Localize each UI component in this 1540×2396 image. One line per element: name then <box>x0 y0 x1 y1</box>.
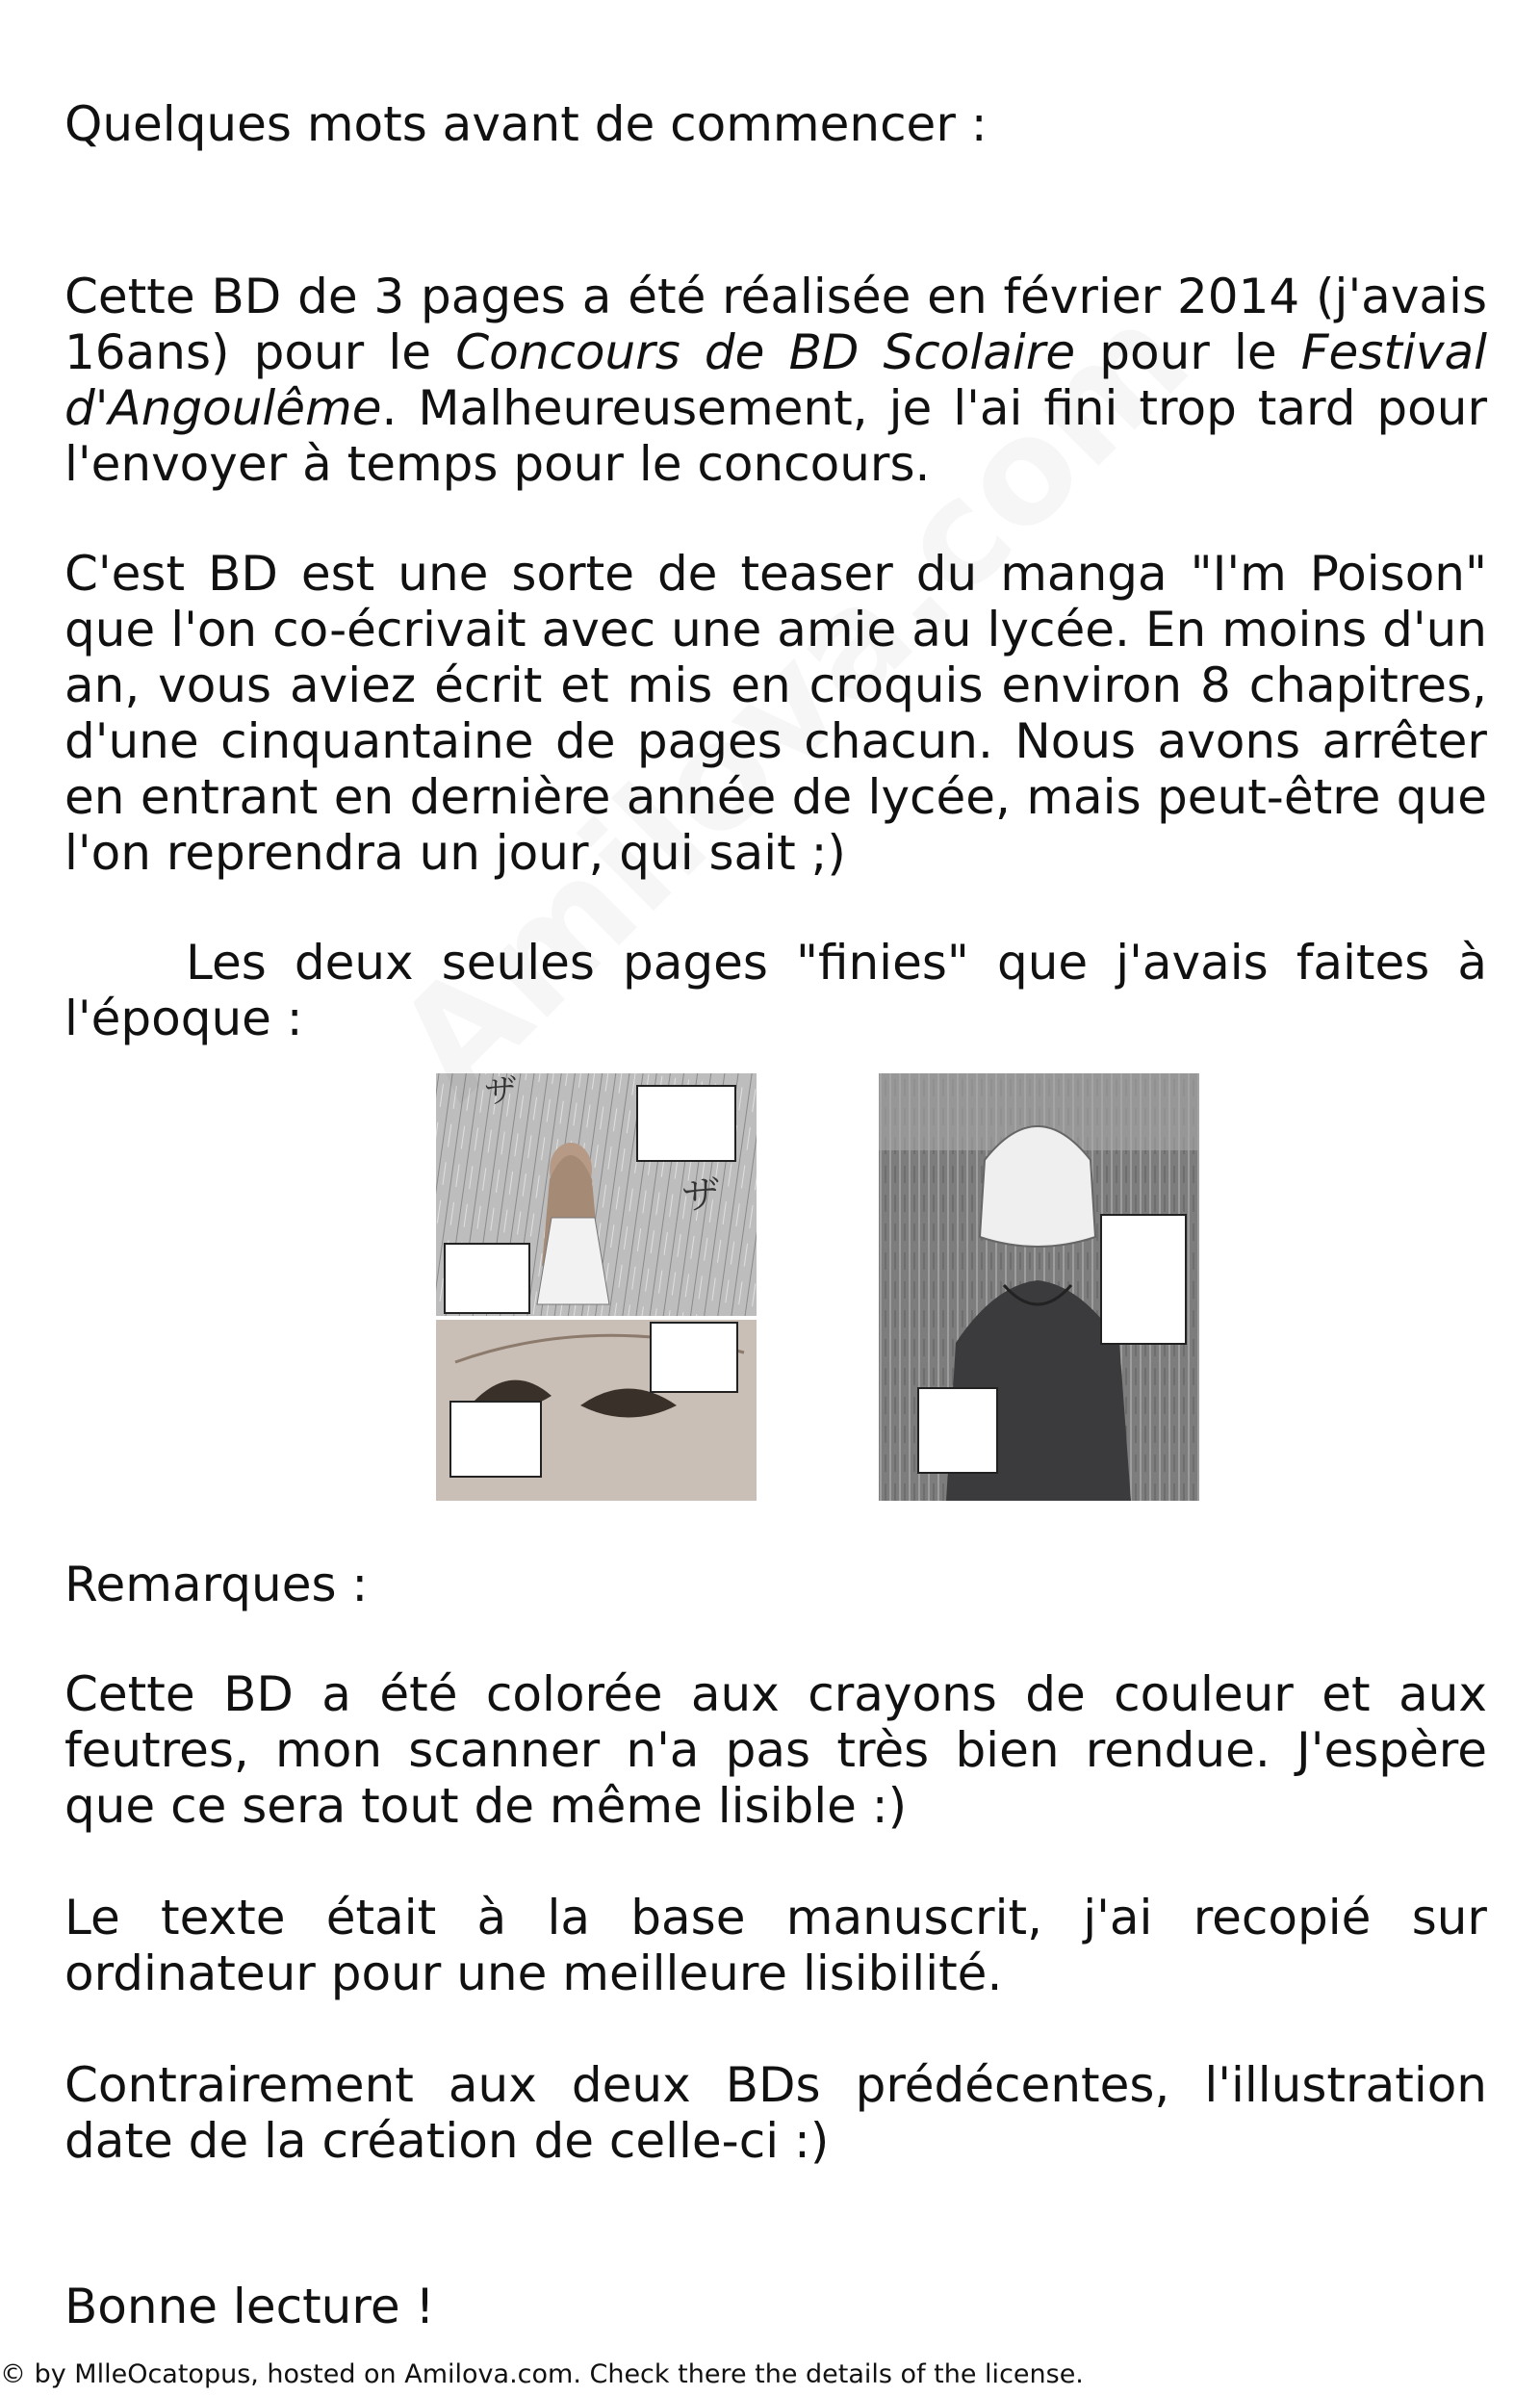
speech-bubble <box>650 1322 738 1393</box>
speech-bubble <box>1100 1214 1187 1345</box>
speech-bubble <box>449 1401 542 1478</box>
remark-2: Le texte était à la base manuscrit, j'ai recopié sur ordinateur pour une meilleure lisibilité. <box>64 1890 1487 2001</box>
remark-1: Cette BD a été colorée aux crayons de couleur et aux feutres, mon scanner n'a pas très bien rendue. J'espère que ce sera tout de même lisible :) <box>64 1666 1487 1834</box>
intro-p1-text-b: pour le <box>1075 324 1301 380</box>
speech-bubble <box>917 1387 998 1474</box>
remarks-heading: Remarques : <box>64 1557 369 1612</box>
sfx-text-2: ザ <box>681 1173 720 1218</box>
intro-paragraph-1 <box>64 269 1487 492</box>
speech-bubble <box>636 1085 736 1162</box>
license-footer: © by MlleOcatopus, hosted on Amilova.com. Check there the details of the license. <box>0 2359 1084 2389</box>
intro-p1-text-a: Cette BD de 3 pages a été réalisée en février 2014 (j'avais 16ans) pour le <box>64 269 1487 380</box>
intro-p1-text-c: . Malheureusement, je l'ai fini trop tard pour l'envoyer à temps pour le concours. <box>64 380 1487 492</box>
intro-paragraph-3: Les deux seules pages "finies" que j'avais faites à l'époque : <box>64 935 1487 1046</box>
remark-3: Contrairement aux deux BDs prédécentes, l'illustration date de la création de celle-ci :) <box>64 2057 1487 2169</box>
closing-text: Bonne lecture ! <box>64 2279 435 2334</box>
festival-name: Festival d'Angoulême <box>64 324 1487 436</box>
comic-page-2-image <box>879 1073 1199 1501</box>
document-page <box>64 0 1487 2396</box>
comic-page-1-image <box>436 1073 757 1501</box>
speech-bubble <box>444 1243 530 1314</box>
intro-heading: Quelques mots avant de commencer : <box>64 96 988 152</box>
contest-name: Concours de BD Scolaire <box>455 324 1076 380</box>
intro-paragraph-2: C'est BD est une sorte de teaser du manga "I'm Poison" que l'on co-écrivait avec une amie au lycée. En moins d'un an, vous aviez écrit et mis en croquis environ 8 chapitres, d'une cinquantaine de pages chacun. Nous avons arrêter en entrant en dernière année de lycée, mais peut-être que l'on reprendra un jour, qui sait ;) <box>64 546 1487 881</box>
sfx-text-1: ザ <box>484 1073 517 1111</box>
